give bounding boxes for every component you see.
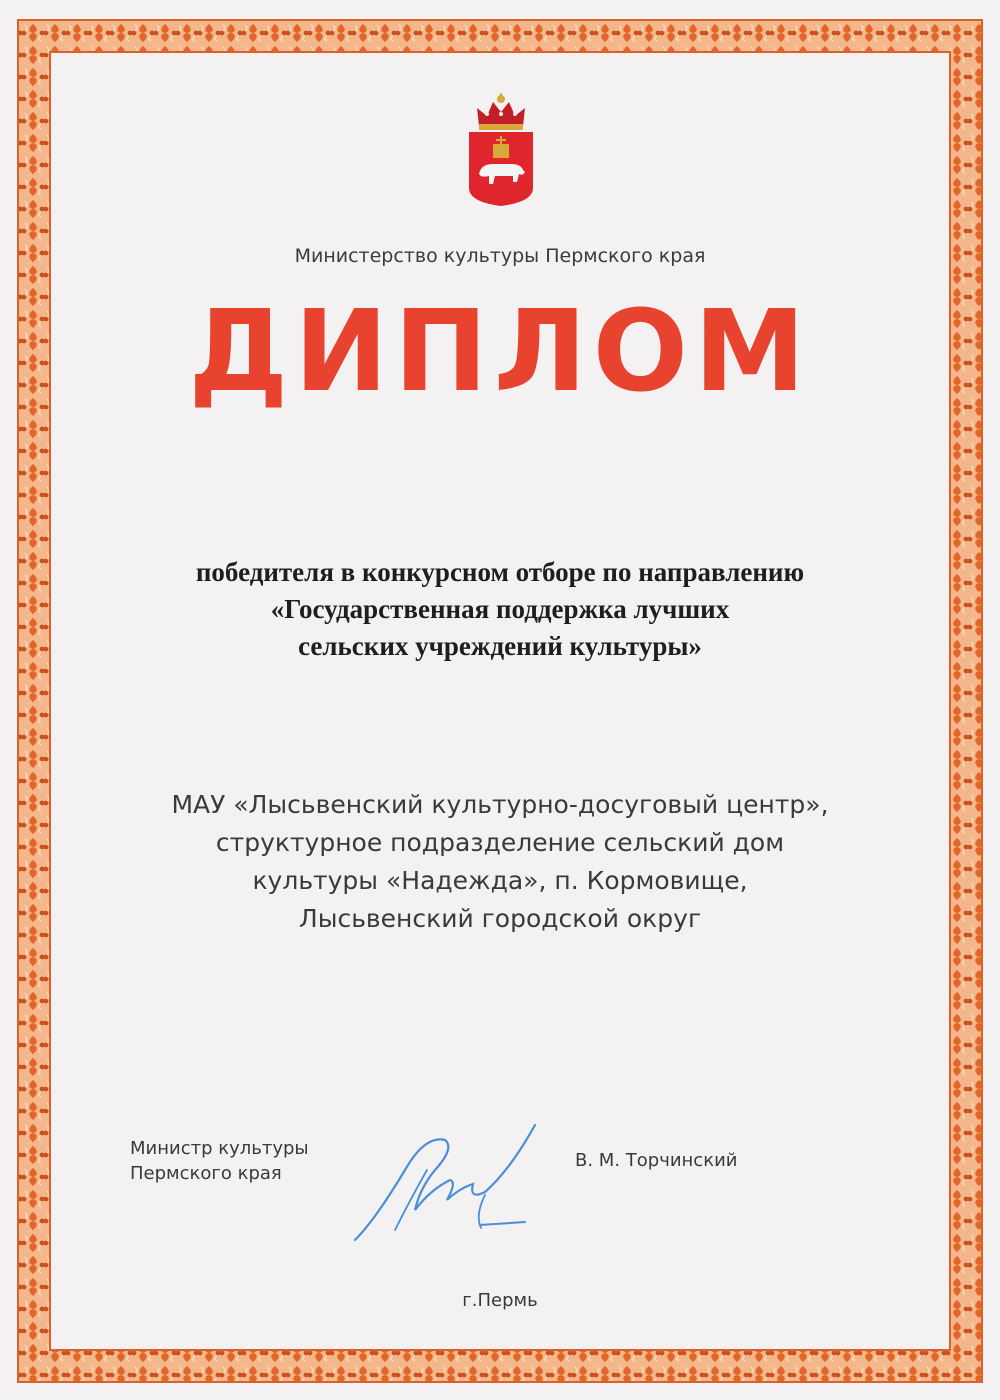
city: г.Пермь <box>462 1290 538 1311</box>
document-title: ДИПЛОМ <box>188 287 812 417</box>
award-line: победителя в конкурсном отборе по направлению <box>195 557 805 587</box>
recipient-line: культуры «Надежда», п. Кормовище, <box>252 866 748 895</box>
signatory-name: В. М. Торчинский <box>575 1150 738 1171</box>
recipient-line: структурное подразделение сельский дом <box>215 828 785 857</box>
signatory-role-line: Пермского края <box>130 1163 282 1184</box>
signatory-role-line: Министр культуры <box>130 1138 309 1159</box>
ministry-name: Министерство культуры Пермского края <box>294 245 706 267</box>
recipient-line: МАУ «Лысьвенский культурно-досуговый центр», <box>171 790 829 819</box>
recipient-line: Лысьвенский городской округ <box>298 904 702 933</box>
signatory-role <box>130 1136 309 1186</box>
award-text <box>80 554 920 665</box>
recipient-text <box>80 786 920 938</box>
award-line: сельских учреждений культуры» <box>298 631 702 661</box>
award-line: «Государственная поддержка лучших <box>270 594 730 624</box>
handwritten-signature <box>335 1100 575 1270</box>
coat-of-arms-icon <box>465 92 537 208</box>
